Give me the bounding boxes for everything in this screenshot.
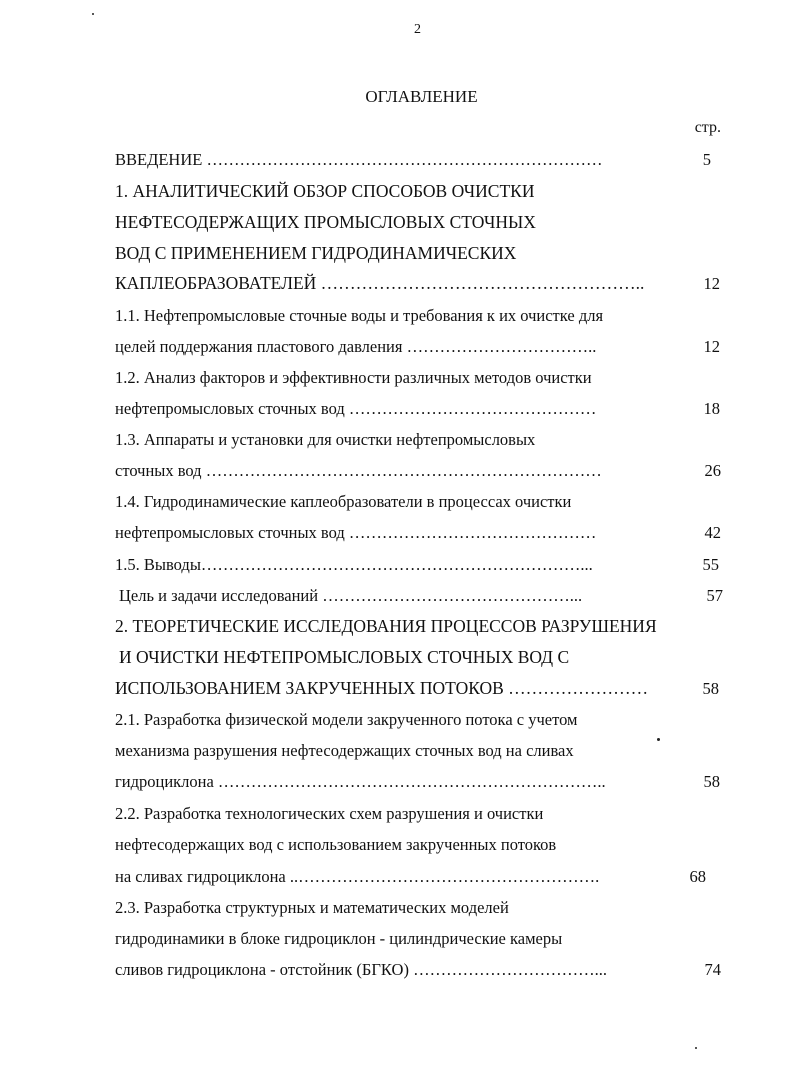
toc-entry bbox=[0, 642, 793, 673]
toc-entry bbox=[0, 268, 793, 299]
toc-entry-title: нефтесодержащих вод с использованием закрученных потоков bbox=[115, 835, 557, 854]
toc-entry-page-number: 55 bbox=[702, 555, 719, 574]
toc-entry-page-number: 12 bbox=[703, 274, 720, 293]
toc-entry bbox=[0, 393, 793, 424]
page-column-label: стр. bbox=[694, 119, 721, 136]
toc-entry bbox=[0, 331, 793, 362]
scan-speck bbox=[657, 738, 660, 741]
toc-entry-page-number: 42 bbox=[704, 523, 721, 542]
toc-entry bbox=[0, 207, 793, 238]
toc-entry-title: НЕФТЕСОДЕРЖАЩИХ ПРОМЫСЛОВЫХ СТОЧНЫХ bbox=[115, 212, 536, 232]
toc-entry-title: 1.1. Нефтепромысловые сточные воды и требования к их очистке для bbox=[115, 306, 604, 325]
toc-entry-title: 1.2. Анализ факторов и эффективности различных методов очистки bbox=[115, 368, 592, 387]
toc-entry-title: гидродинамики в блоке гидроциклон - цилиндрические камеры bbox=[115, 929, 563, 948]
toc-entry bbox=[0, 549, 793, 580]
toc-entry-title: 2.3. Разработка структурных и математических моделей bbox=[115, 898, 509, 917]
toc-entry-title: ВОД С ПРИМЕНЕНИЕМ ГИДРОДИНАМИЧЕСКИХ bbox=[115, 243, 517, 263]
toc-entry-title: 1.4. Гидродинамические каплеобразователи в процессах очистки bbox=[115, 492, 572, 511]
toc-entry bbox=[0, 954, 793, 985]
toc-entry bbox=[0, 300, 793, 331]
toc-entry-title: 1.3. Аппараты и установки для очистки нефтепромысловых bbox=[115, 430, 536, 449]
toc-entry bbox=[0, 829, 793, 860]
toc-entry-title: И ОЧИСТКИ НЕФТЕПРОМЫСЛОВЫХ СТОЧНЫХ ВОД С bbox=[119, 647, 570, 667]
toc-entry-title: нефтепромысловых сточных вод ……………………………………… bbox=[115, 523, 597, 542]
toc-entry-title: 1. АНАЛИТИЧЕСКИЙ ОБЗОР СПОСОБОВ ОЧИСТКИ bbox=[115, 181, 535, 201]
toc-entry-title: целей поддержания пластового давления …………………………….. bbox=[115, 337, 597, 356]
toc-entry bbox=[0, 892, 793, 923]
toc-entry-title: на сливах гидроциклона ..………………………………………………. bbox=[115, 867, 600, 886]
scan-speck bbox=[92, 13, 94, 15]
toc-entry bbox=[0, 611, 793, 642]
toc-entry bbox=[0, 238, 793, 269]
toc-entry-title: гидроциклона …………………………………………………………….. bbox=[115, 772, 606, 791]
toc-entry bbox=[0, 673, 793, 704]
toc-entry bbox=[0, 517, 793, 548]
page-number: 2 bbox=[414, 22, 421, 37]
toc-entry-title: 2. ТЕОРЕТИЧЕСКИЕ ИССЛЕДОВАНИЯ ПРОЦЕССОВ РАЗРУШЕНИЯ bbox=[115, 616, 657, 636]
toc-entry-title: ВВЕДЕНИЕ ……………………………………………………………… bbox=[115, 150, 603, 169]
toc-entry bbox=[0, 144, 793, 175]
toc-entry-title: механизма разрушения нефтесодержащих сточных вод на сливах bbox=[115, 741, 574, 760]
toc-entry bbox=[0, 424, 793, 455]
toc-entry bbox=[0, 580, 793, 611]
toc-entry-page-number: 57 bbox=[706, 586, 723, 605]
toc-entry bbox=[0, 486, 793, 517]
toc-entry-title: ИСПОЛЬЗОВАНИЕМ ЗАКРУЧЕННЫХ ПОТОКОВ …………………… bbox=[115, 678, 649, 698]
scan-speck bbox=[695, 1047, 697, 1049]
toc-entry-title: сточных вод ……………………………………………………………… bbox=[115, 461, 602, 480]
toc-entry bbox=[0, 766, 793, 797]
toc-heading: ОГЛАВЛЕНИЕ bbox=[365, 87, 478, 106]
toc-entry bbox=[0, 861, 793, 892]
toc-entry-page-number: 74 bbox=[704, 960, 721, 979]
toc-entry bbox=[0, 798, 793, 829]
toc-entry bbox=[0, 704, 793, 735]
toc-entry bbox=[0, 362, 793, 393]
toc-entry-page-number: 26 bbox=[704, 461, 721, 480]
toc-entry-page-number: 68 bbox=[689, 867, 706, 886]
toc-entry bbox=[0, 176, 793, 207]
toc-entry-title: КАПЛЕОБРАЗОВАТЕЛЕЙ ……………………………………………….. bbox=[115, 273, 645, 293]
toc-entry-page-number: 5 bbox=[702, 150, 711, 169]
toc-entry bbox=[0, 735, 793, 766]
toc-entry-title: 1.5. Выводы……………………………………………………………... bbox=[115, 555, 593, 574]
toc-entry-title: 2.1. Разработка физической модели закрученного потока с учетом bbox=[115, 710, 578, 729]
toc-entry bbox=[0, 455, 793, 486]
toc-entry-page-number: 58 bbox=[702, 679, 719, 698]
toc-entry-title: 2.2. Разработка технологических схем разрушения и очистки bbox=[115, 804, 544, 823]
toc-entry-page-number: 18 bbox=[703, 399, 720, 418]
toc-entry-page-number: 58 bbox=[703, 772, 720, 791]
toc-entry-page-number: 12 bbox=[703, 337, 720, 356]
toc-entry-title: нефтепромысловых сточных вод ……………………………………… bbox=[115, 399, 597, 418]
toc-entry-title: сливов гидроциклона - отстойник (БГКО) ……………………………... bbox=[115, 960, 607, 979]
toc-entry bbox=[0, 923, 793, 954]
toc-entry-title: Цель и задачи исследований ………………………………………... bbox=[119, 586, 583, 605]
